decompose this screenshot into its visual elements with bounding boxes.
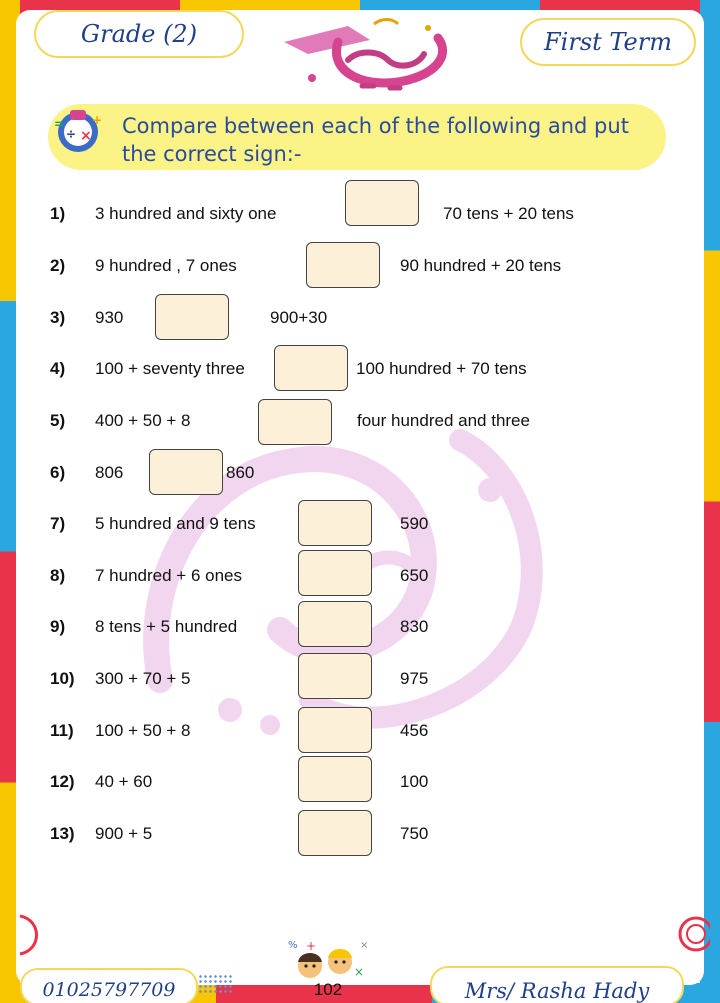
question-number: 7) <box>50 514 66 533</box>
phone-number: 01025797709 <box>20 968 198 1003</box>
left-expression: 100 + seventy three <box>95 359 245 378</box>
question-row-1 <box>0 194 720 234</box>
svg-text:÷: ÷ <box>66 127 77 141</box>
svg-text:+: + <box>306 939 317 953</box>
right-expression: 860 <box>226 463 255 482</box>
answer-box[interactable] <box>298 707 372 753</box>
question-row-9 <box>0 607 720 647</box>
left-expression: 300 + 70 + 5 <box>95 669 191 688</box>
question-row-13 <box>0 814 720 854</box>
question-number: 4) <box>50 359 66 378</box>
question-row-6 <box>0 453 720 493</box>
question-row-5 <box>0 401 720 441</box>
left-expression: 5 hundred and 9 tens <box>95 514 256 533</box>
answer-box[interactable] <box>298 810 372 856</box>
question-number: 12) <box>50 772 75 791</box>
question-number: 10) <box>50 669 75 688</box>
calligraphy-logo-icon <box>278 14 458 98</box>
right-expression: four hundred and three <box>357 411 530 430</box>
question-row-10 <box>0 659 720 699</box>
math-symbols-icon <box>52 104 110 156</box>
answer-box[interactable] <box>149 449 223 495</box>
left-expression: 806 <box>95 463 124 482</box>
answer-box[interactable] <box>258 399 332 445</box>
svg-text:%: % <box>288 940 298 951</box>
svg-text:+: + <box>92 113 103 127</box>
left-expression: 3 hundred and sixty one <box>95 204 277 223</box>
right-expression: 975 <box>400 669 429 688</box>
term-label: First Term <box>520 18 696 66</box>
answer-box[interactable] <box>298 601 372 647</box>
question-row-11 <box>0 711 720 751</box>
question-number: 2) <box>50 256 66 275</box>
question-number: 11) <box>50 721 74 740</box>
dot-pattern <box>198 974 234 994</box>
question-number: 1) <box>50 204 66 223</box>
answer-box[interactable] <box>306 242 380 288</box>
svg-text:×: × <box>360 940 369 951</box>
teacher-name: Mrs/ Rasha Hady <box>430 966 684 1003</box>
left-expression: 930 <box>95 308 124 327</box>
left-expression: 9 hundred , 7 ones <box>95 256 237 275</box>
left-expression: 900 + 5 <box>95 824 153 843</box>
answer-box[interactable] <box>298 550 372 596</box>
answer-box[interactable] <box>155 294 229 340</box>
question-number: 3) <box>50 308 66 327</box>
question-number: 8) <box>50 566 66 585</box>
right-expression: 750 <box>400 824 429 843</box>
corner-swirl-icon <box>670 910 710 960</box>
right-expression: 456 <box>400 721 429 740</box>
answer-box[interactable] <box>298 756 372 802</box>
right-expression: 100 <box>400 772 429 791</box>
svg-text:×: × <box>80 128 92 144</box>
right-expression: 830 <box>400 617 429 636</box>
question-number: 9) <box>50 617 66 636</box>
grade-label: Grade (2) <box>34 10 244 58</box>
question-row-12 <box>0 762 720 802</box>
question-row-3 <box>0 298 720 338</box>
svg-text:=: = <box>54 117 65 131</box>
right-expression: 900+30 <box>270 308 328 327</box>
answer-box[interactable] <box>274 345 348 391</box>
right-expression: 100 hundred + 70 tens <box>356 359 527 378</box>
left-expression: 400 + 50 + 8 <box>95 411 191 430</box>
right-expression: 90 hundred + 20 tens <box>400 256 562 275</box>
question-row-4 <box>0 349 720 389</box>
corner-swirl-icon <box>16 910 46 960</box>
question-row-7 <box>0 504 720 544</box>
left-expression: 7 hundred + 6 ones <box>95 566 242 585</box>
answer-box[interactable] <box>298 500 372 546</box>
instruction-text: Compare between each of the following and put the correct sign:- <box>122 114 629 166</box>
question-number: 6) <box>50 463 66 482</box>
right-expression: 590 <box>400 514 429 533</box>
left-expression: 8 tens + 5 hundred <box>95 617 238 636</box>
question-number: 5) <box>50 411 66 430</box>
kids-math-icon <box>284 936 374 982</box>
page-number: 102 <box>313 980 343 999</box>
left-expression: 100 + 50 + 8 <box>95 721 191 740</box>
answer-box[interactable] <box>298 653 372 699</box>
left-expression: 40 + 60 <box>95 772 153 791</box>
question-row-8 <box>0 556 720 596</box>
question-number: 13) <box>50 824 75 843</box>
right-expression: 70 tens + 20 tens <box>443 204 574 223</box>
answer-box[interactable] <box>345 180 419 226</box>
question-row-2 <box>0 246 720 286</box>
svg-text:×: × <box>354 965 365 979</box>
right-expression: 650 <box>400 566 429 585</box>
